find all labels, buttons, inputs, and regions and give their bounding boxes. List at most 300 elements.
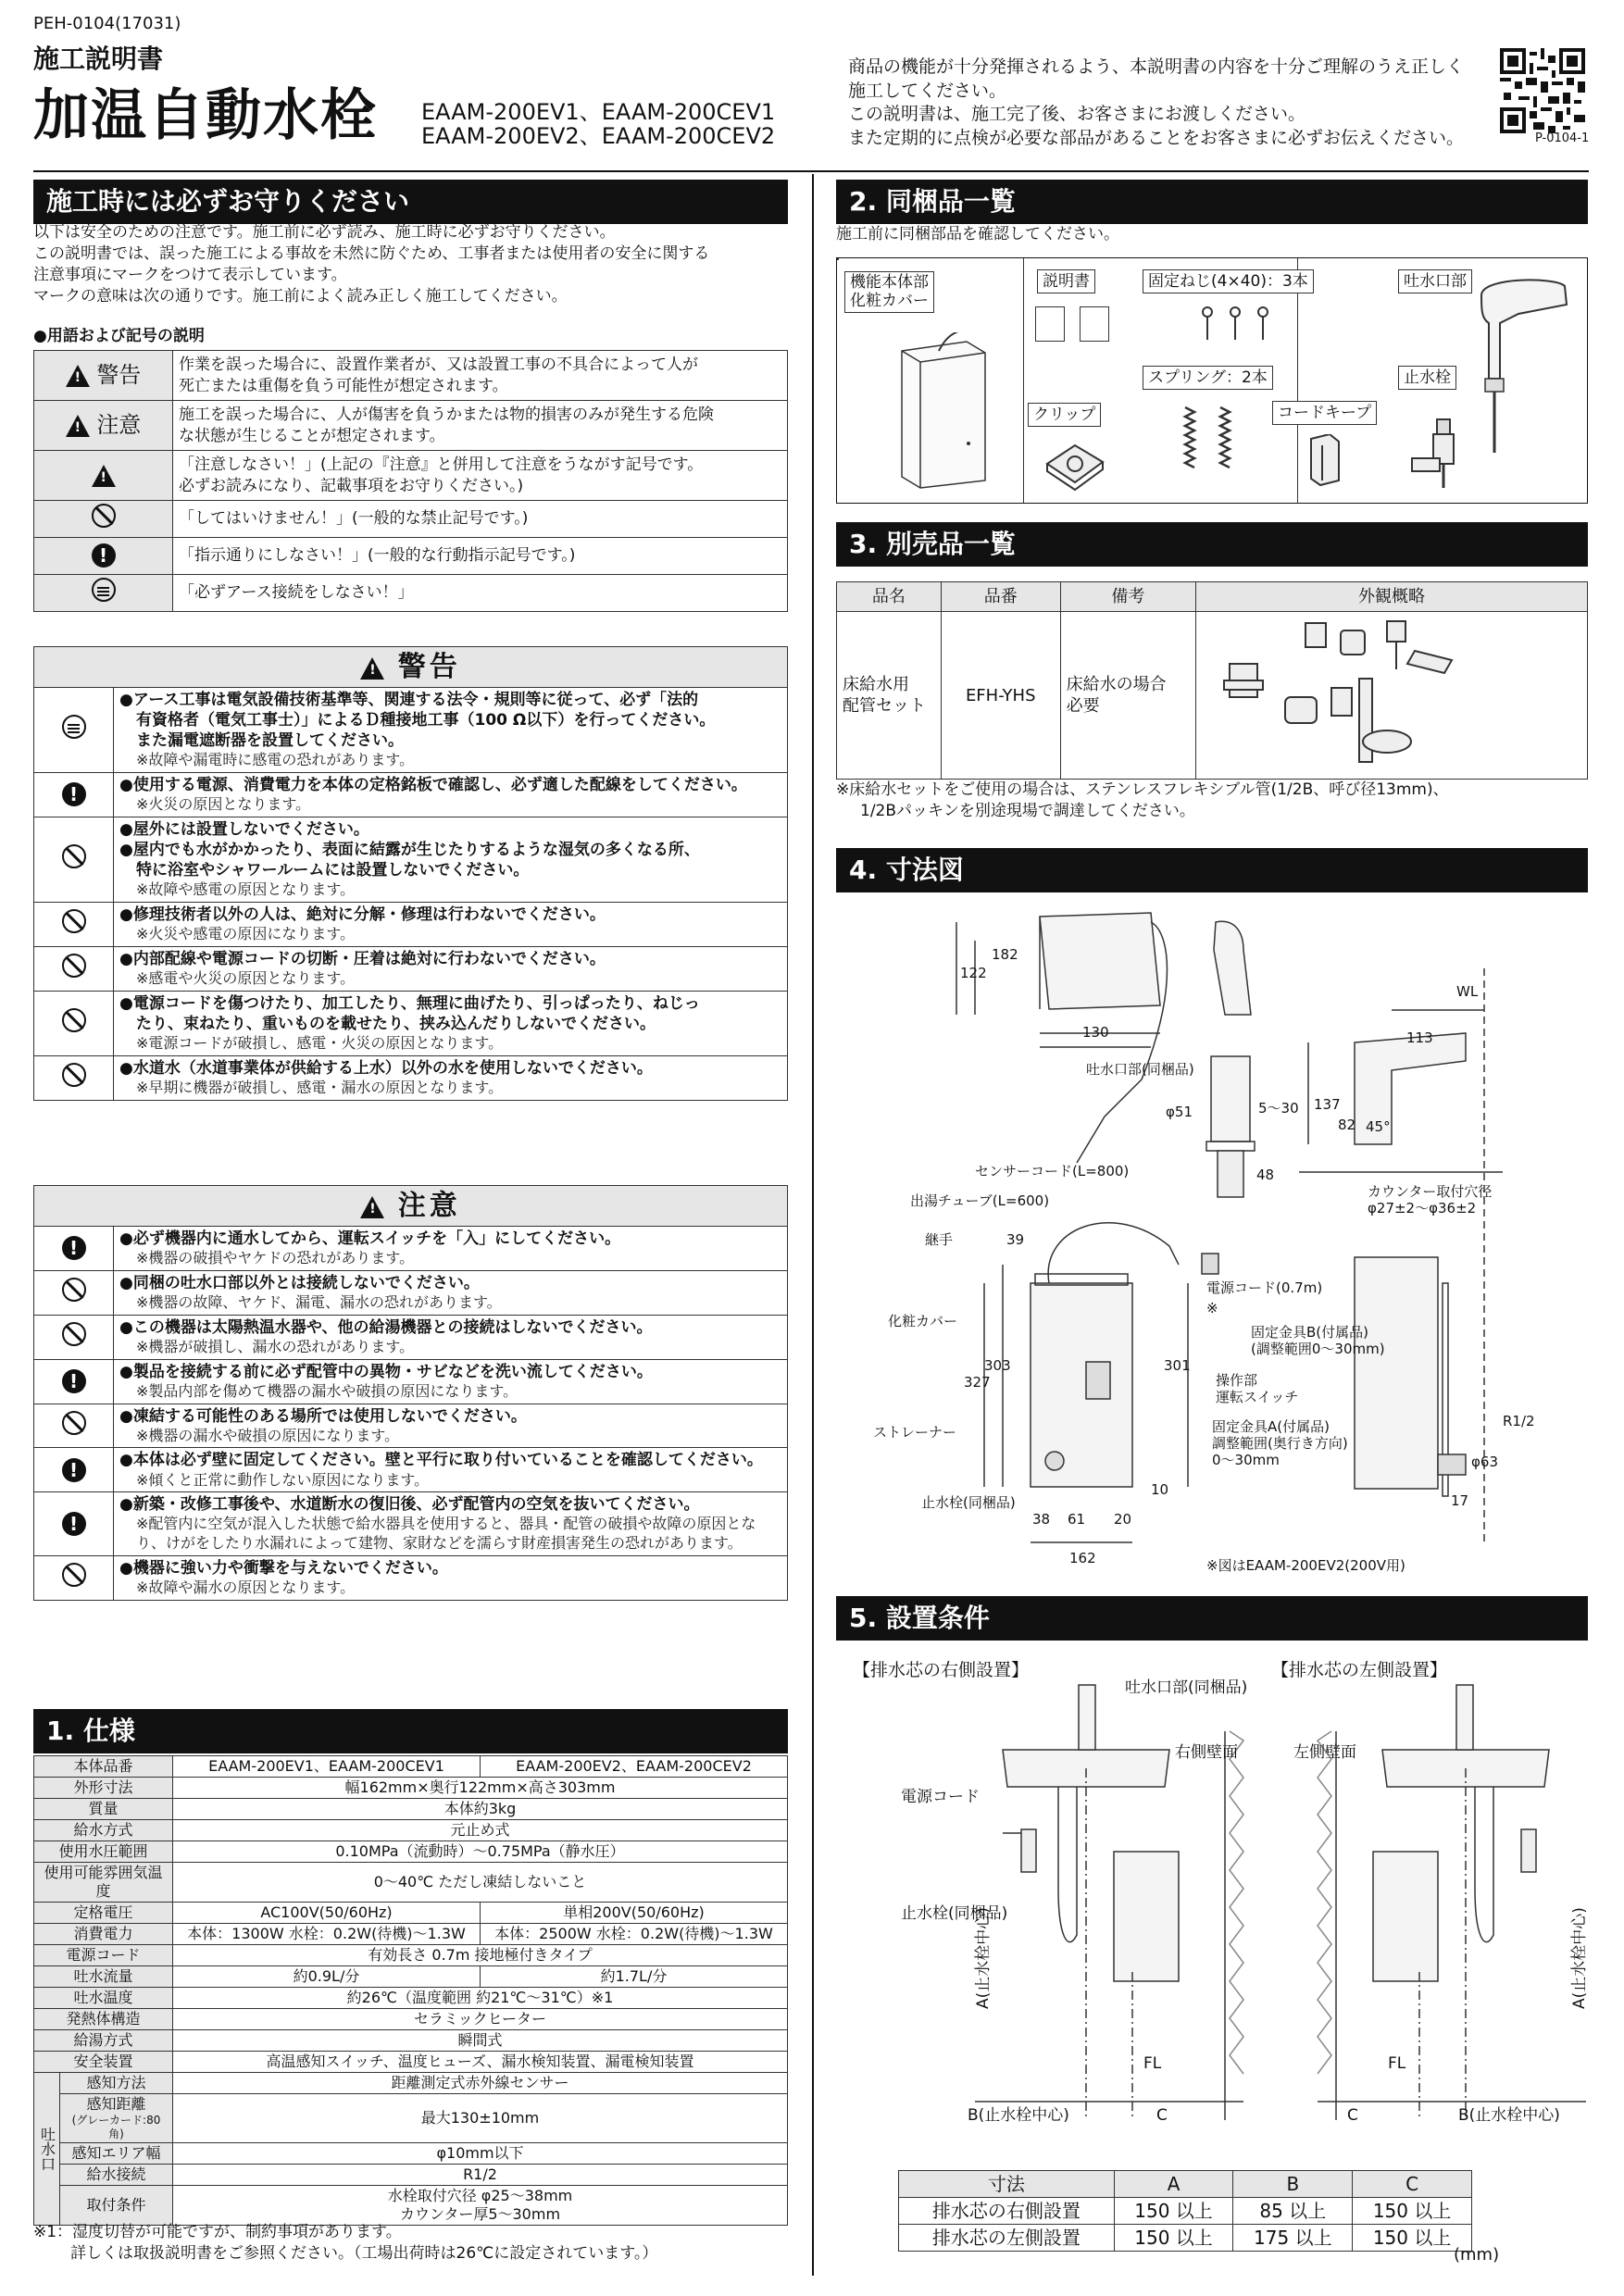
install-cell: 排水芯の左側設置 <box>899 2225 1115 2252</box>
spec-label: 使用可能雰囲気温度 <box>34 1863 173 1903</box>
dim-301: 301 <box>1164 1357 1191 1374</box>
caution-row <box>34 1270 788 1315</box>
warning-line: ●屋外には設置しないでください。 <box>119 819 369 839</box>
spec-value: AC100V(50/60Hz) <box>173 1903 481 1924</box>
dimensions-heading: 4. 寸法図 <box>836 848 1588 892</box>
dim-303: 303 <box>984 1357 1011 1374</box>
install-c-right: C <box>1156 2106 1168 2125</box>
caution-line: ●同梱の吐水口部以外とは接続しないでください。 <box>119 1273 480 1292</box>
install-valve: 止水栓(同梱品) <box>901 1904 1008 1923</box>
install-cell: 175 以上 <box>1233 2225 1353 2252</box>
dim-fix-a-2: 調整範囲(奥行き方向) <box>1212 1435 1348 1452</box>
warning-line: 特に浴室やシャワールームには設置しないでください。 <box>136 861 530 880</box>
options-header-code: 品番 <box>941 582 1060 612</box>
table-row <box>34 2094 788 2143</box>
spec-spout-group: 吐水口 <box>34 2073 60 2226</box>
caution-text-cell <box>114 1556 788 1601</box>
warning-text-cell <box>114 903 788 947</box>
warning-title <box>34 647 788 688</box>
qr-code-icon <box>1500 48 1585 133</box>
dim-fix-b <box>1251 1324 1385 1357</box>
table-row <box>34 1778 788 1799</box>
caution-symbol-cell <box>34 1448 114 1492</box>
table-row <box>34 2073 788 2094</box>
cord-keeper-icon <box>1302 434 1348 495</box>
dim-operation-2: 運転スイッチ <box>1216 1389 1299 1405</box>
intro-line-4: また定期的に点検が必要な部品があることをお客さまに必ずお伝えください。 <box>848 127 1465 148</box>
legend-warning-text <box>173 351 788 401</box>
legend-caution-symbol <box>34 401 173 451</box>
caution-title-text: 注意 <box>397 1190 461 1222</box>
spec-value <box>173 2094 788 2143</box>
table-row <box>34 1966 788 1988</box>
contents-box <box>836 257 1588 504</box>
warning-text-cell <box>114 1055 788 1100</box>
install-b-right: B(止水栓中心) <box>968 2106 1069 2125</box>
table-row <box>34 2165 788 2186</box>
legend-warning-label: 警告 <box>96 361 142 388</box>
options-header-name: 品名 <box>837 582 942 612</box>
spec-label <box>60 2186 173 2226</box>
legend-ban-symbol <box>34 501 173 538</box>
table-row <box>34 2052 788 2073</box>
safety-intro <box>33 222 788 307</box>
spec-value: 高温感知スイッチ、温度ヒューズ、漏水検知装置、漏電検知装置 <box>173 2052 788 2073</box>
options-appearance <box>1196 612 1588 780</box>
dim-spout-label: 吐水口部(同梱品) <box>1086 1061 1194 1078</box>
warning-symbol-cell <box>34 773 114 817</box>
install-cell: 85 以上 <box>1233 2198 1353 2225</box>
legend-earth-text: 「必ずアース接続をしなさい！」 <box>173 575 788 612</box>
dim-operation <box>1216 1372 1298 1405</box>
spec-value: 元止め式 <box>173 1820 788 1841</box>
table-row <box>34 2186 788 2226</box>
options-remark-2: 必要 <box>1066 696 1100 717</box>
spec-label-sub: (グレーカード:80角) <box>71 2114 161 2140</box>
page-title: 加温自動水栓 <box>33 83 378 148</box>
clip-icon <box>1043 436 1107 497</box>
instruction-icon: ! <box>62 1458 86 1482</box>
install-cell: 150 以上 <box>1114 2198 1233 2225</box>
options-remark-1: 床給水の場合 <box>1066 674 1167 694</box>
spec-label-text: 感知エリア幅 <box>71 2144 161 2162</box>
table-row <box>34 1820 788 1841</box>
install-a-left: A(止水栓中心) <box>974 1907 993 2009</box>
spec-value: 約1.7L/分 <box>481 1966 788 1988</box>
dim-fix-b-2: (調整範囲0～30mm) <box>1251 1341 1385 1357</box>
warning-text-cell <box>114 688 788 773</box>
spec-value-text: 最大130±10mm <box>420 2109 540 2127</box>
dim-113: 113 <box>1406 1029 1433 1046</box>
dim-cover: 化粧カバー <box>888 1313 958 1329</box>
spec-value-text: 距離測定式赤外線センサー <box>391 2074 569 2091</box>
legend-instruction-text: 「指示通りにしなさい！」(一般的な行動指示記号です。) <box>173 538 788 575</box>
warning-note: ※早期に機器が破損し、感電・漏水の原因となります。 <box>136 1078 504 1096</box>
dim-45: 45° <box>1366 1118 1391 1135</box>
warning-symbol-cell <box>34 817 114 902</box>
contents-spout-label: 吐水口部 <box>1398 269 1472 293</box>
warning-note: ※火災や感電の原因になります。 <box>136 925 356 943</box>
warning-line: ●水道水（水道事業体が供給する上水）以外の水を使用しないでください。 <box>119 1058 653 1078</box>
dim-162: 162 <box>1069 1550 1096 1566</box>
legend-earth-symbol <box>34 575 173 612</box>
dimension-drawing <box>836 894 1588 1579</box>
spec-value: 本体約3kg <box>173 1799 788 1820</box>
install-spout: 吐水口部(同梱品) <box>1125 1678 1248 1697</box>
legend-warning-symbol <box>34 351 173 401</box>
spec-heading: 1. 仕様 <box>33 1709 788 1753</box>
caution-note: ※機器の漏水や破損の原因になります。 <box>136 1426 400 1444</box>
caution-line: ●この機器は太陽熱温水器や、他の給湯機器との接続はしないでください。 <box>119 1317 653 1337</box>
warning-row <box>34 817 788 902</box>
dim-130: 130 <box>1082 1024 1109 1041</box>
earth-ground-icon <box>62 715 86 739</box>
spec-label: 消費電力 <box>34 1924 173 1945</box>
table-row <box>34 1924 788 1945</box>
spec-value: 瞬間式 <box>173 2030 788 2052</box>
dim-51: φ51 <box>1166 1104 1193 1120</box>
spec-notes <box>33 2222 788 2265</box>
prohibition-icon <box>62 1411 86 1435</box>
install-c-left: C <box>1347 2106 1358 2125</box>
safety-intro-2: この説明書では、誤った施工による事故を未然に防ぐため、工事者または使用者の安全に関する <box>33 243 710 263</box>
dim-39: 39 <box>1006 1231 1025 1248</box>
manual-sheet-icon <box>1080 306 1109 342</box>
legend-text: 必ずお読みになり、記載事項をお守りください。) <box>179 476 524 495</box>
caution-row <box>34 1404 788 1448</box>
legend-text: な状態が生じることが想定されます。 <box>179 426 445 445</box>
caution-note: ※傾くと正常に動作しない原因になります。 <box>136 1470 430 1489</box>
dim-137: 137 <box>1314 1096 1341 1113</box>
warning-line: ●屋内でも水がかかったり、表面に結露が生じたりするような湿気の多くなる所、 <box>119 841 700 860</box>
spec-note-1: ※1：湿度切替が可能ですが、制約事項があります。 <box>33 2223 402 2241</box>
dim-122: 122 <box>960 965 987 981</box>
spec-value-text: 水栓取付穴径 φ25～38mm <box>387 2187 573 2204</box>
contents-heading: 2. 同梱品一覧 <box>836 180 1588 224</box>
spec-value-text: φ10mm以下 <box>436 2144 524 2162</box>
options-heading: 3. 別売品一覧 <box>836 522 1588 567</box>
options-name-1: 床給水用 <box>843 674 909 694</box>
table-row <box>34 1799 788 1820</box>
warning-symbol-cell <box>34 991 114 1055</box>
install-cell: 排水芯の右側設置 <box>899 2198 1115 2225</box>
options-note-1: ※床給水セットをご使用の場合は、ステンレスフレキシブル管(1/2B、呼び径13mm)、 <box>836 780 1449 799</box>
prohibition-icon <box>62 909 86 933</box>
instruction-icon: ! <box>92 543 116 568</box>
dim-fix-a-3: 0～30mm <box>1212 1452 1280 1468</box>
valve-icon <box>1407 416 1481 495</box>
spring-icon <box>1176 403 1250 482</box>
prohibition-icon <box>62 844 86 868</box>
install-th-dim: 寸法 <box>899 2171 1115 2198</box>
spec-label: 電源コード <box>34 1945 173 1966</box>
warning-note: ※感電や火災の原因となります。 <box>136 969 356 988</box>
caution-text-cell <box>114 1270 788 1315</box>
warning-row <box>34 991 788 1055</box>
warning-table <box>33 646 788 1101</box>
caution-note: ※製品内部を傷めて機器の漏水や破損の原因になります。 <box>136 1381 518 1400</box>
table-row <box>34 1903 788 1924</box>
dim-wl: WL <box>1456 983 1479 1000</box>
caution-row <box>34 1492 788 1556</box>
spec-model-a: EAAM-200EV1、EAAM-200CEV1 <box>173 1756 481 1778</box>
table-row <box>34 1863 788 1903</box>
caution-text-cell <box>114 1448 788 1492</box>
legend-text: 施工を誤った場合に、人が傷害を負うかまたは物的損害のみが発生する危険 <box>179 406 714 425</box>
spec-label <box>60 2073 173 2094</box>
caution-symbol-cell <box>34 1227 114 1271</box>
warning-note: ※火災の原因となります。 <box>136 795 311 814</box>
install-heading: 5. 設置条件 <box>836 1596 1588 1641</box>
warning-text-cell <box>114 817 788 902</box>
doc-code: PEH-0104(17031) <box>33 14 181 33</box>
caution-title <box>34 1186 788 1227</box>
caution-line: ●必ず機器内に通水してから、運転スイッチを「入」にしてください。 <box>119 1229 621 1248</box>
dim-power: 電源コード(0.7m) <box>1206 1279 1323 1296</box>
attention-triangle-icon <box>92 465 116 487</box>
dim-63: φ63 <box>1471 1454 1498 1470</box>
spec-value: セラミックヒーター <box>173 2009 788 2030</box>
caution-line: ●新築・改修工事後や、水道断水の復旧後、必ず配管内の空気を抜いてください。 <box>119 1495 700 1515</box>
intro-line-3: この説明書は、施工完了後、お客さまにお渡しください。 <box>848 104 1306 125</box>
install-th-b: B <box>1233 2171 1353 2198</box>
caution-row <box>34 1359 788 1404</box>
dim-48: 48 <box>1256 1167 1275 1183</box>
spec-value: 約0.9L/分 <box>173 1966 481 1988</box>
caution-symbol-cell <box>34 1492 114 1556</box>
dim-hole-2: φ27±2～φ36±2 <box>1368 1200 1477 1217</box>
caution-text-cell <box>114 1315 788 1359</box>
dim-82: 82 <box>1338 1117 1356 1133</box>
manual-sheet-icon <box>1035 306 1065 342</box>
spec-model-b: EAAM-200EV2、EAAM-200CEV2 <box>481 1756 788 1778</box>
dim-10: 10 <box>1151 1481 1169 1498</box>
spec-value: 約26℃（温度範囲 約21℃～31℃）※1 <box>173 1988 788 2009</box>
contents-screw-label: 固定ねじ(4×40)：3本 <box>1143 269 1314 293</box>
spec-value: 本体：2500W 水栓：0.2W(待機)～1.3W <box>481 1924 788 1945</box>
header-rule <box>33 170 1589 172</box>
options-table <box>836 581 1588 780</box>
install-unit: (mm) <box>1454 2245 1500 2265</box>
warning-triangle-icon <box>360 1196 384 1218</box>
warning-line: ●アース工事は電気設備技術基準等、関連する法令・規則等に従って、必ず「法的 <box>119 691 699 709</box>
caution-table <box>33 1185 788 1601</box>
legend-text: 作業を誤った場合に、設置作業者が、又は設置工事の不具合によって人が <box>179 356 698 375</box>
install-fl-left: FL <box>1388 2054 1406 2073</box>
qr-code-label: P-0104-1 <box>1535 131 1590 145</box>
spec-label: 使用水圧範囲 <box>34 1841 173 1863</box>
spec-label-text: 給水接続 <box>86 2165 146 2183</box>
legend-title: ●用語および記号の説明 <box>33 327 205 345</box>
spec-value <box>173 2143 788 2165</box>
spec-label: 吐水温度 <box>34 1988 173 2009</box>
contents-clip-label: クリップ <box>1028 403 1101 427</box>
caution-line: ●製品を接続する前に必ず配管中の異物・サビなどを洗い流してください。 <box>119 1362 653 1381</box>
prohibition-icon <box>92 504 116 528</box>
dim-327: 327 <box>964 1374 991 1391</box>
dim-strainer: ストレーナー <box>873 1424 957 1441</box>
table-row <box>34 1841 788 1863</box>
caution-row <box>34 1315 788 1359</box>
table-row <box>34 1988 788 2009</box>
spec-label <box>60 2143 173 2165</box>
caution-note: ※機器の破損やヤケドの恐れがあります。 <box>136 1249 415 1267</box>
earth-ground-icon <box>92 578 116 602</box>
warning-line: たり、束ねたり、重いものを載せたり、挟み込んだりしないでください。 <box>136 1014 656 1033</box>
dim-hole <box>1368 1183 1492 1217</box>
dim-sensor: センサーコード(L=800) <box>975 1163 1130 1179</box>
spec-note-2: 詳しくは取扱説明書をご参照ください。（工場出荷時は26℃に設定されています。） <box>70 2243 658 2263</box>
prohibition-icon <box>62 1063 86 1087</box>
table-row <box>34 2009 788 2030</box>
install-th-a: A <box>1114 2171 1233 2198</box>
instruction-icon: ! <box>62 782 86 806</box>
legend-caution-label: 注意 <box>96 411 142 438</box>
spec-value: 本体：1300W 水栓：0.2W(待機)～1.3W <box>173 1924 481 1945</box>
doc-type: 施工説明書 <box>33 44 164 74</box>
table-row <box>899 2198 1472 2225</box>
contents-cord-keeper-label: コードキープ <box>1272 401 1377 425</box>
install-th-c: C <box>1353 2171 1472 2198</box>
warning-symbol-cell <box>34 946 114 991</box>
spec-model-label: 本体品番 <box>34 1756 173 1778</box>
warning-line: ●使用する電源、消費電力を本体の定格銘板で確認し、必ず適した配線をしてください。 <box>119 776 747 795</box>
install-fl-right: FL <box>1143 2054 1162 2073</box>
warning-note: ※故障や感電の原因となります。 <box>136 880 356 899</box>
spec-value: 0～40℃ ただし凍結しないこと <box>173 1863 788 1903</box>
caution-symbol-cell <box>34 1270 114 1315</box>
legend-attention-symbol <box>34 451 173 501</box>
options-header-appearance: 外観概略 <box>1196 582 1588 612</box>
contents-spring-label: スプリング：2本 <box>1143 366 1273 390</box>
warning-row <box>34 903 788 947</box>
warning-note: ※電源コードが破損し、感電・火災の原因となります。 <box>136 1034 504 1053</box>
warning-triangle-icon <box>360 657 384 680</box>
dim-61: 61 <box>1068 1511 1086 1528</box>
table-row <box>34 2030 788 2052</box>
caution-line: ●凍結する可能性のある場所では使用しないでください。 <box>119 1406 527 1426</box>
install-cell: 150 以上 <box>1353 2198 1472 2225</box>
install-left-wall: 左側壁面 <box>1293 1743 1356 1762</box>
legend-caution-text <box>173 401 788 451</box>
options-code: EFH-YHS <box>941 612 1060 780</box>
spec-value <box>173 2165 788 2186</box>
install-right-title: 【排水芯の右側設置】 <box>853 1660 1030 1680</box>
legend-text: 「注意しなさい！」(上記の『注意』と併用して注意をうながす記号です。 <box>179 455 704 475</box>
spec-label <box>60 2165 173 2186</box>
column-divider <box>812 174 814 2276</box>
warning-symbol-cell <box>34 903 114 947</box>
dim-38: 38 <box>1032 1511 1051 1528</box>
unit-body-icon <box>883 332 994 495</box>
caution-note: ※機器の故障、ヤケド、漏電、漏水の恐れがあります。 <box>136 1292 502 1311</box>
dim-r12: R1/2 <box>1503 1413 1535 1429</box>
spec-label: 発熱体構造 <box>34 2009 173 2030</box>
instruction-icon: ! <box>62 1369 86 1393</box>
contents-sub: 施工前に同梱部品を確認してください。 <box>836 225 1119 243</box>
dim-fix-a <box>1212 1418 1348 1468</box>
spec-value: 単相200V(50/60Hz) <box>481 1903 788 1924</box>
options-header-remark: 備考 <box>1060 582 1195 612</box>
install-drawing <box>836 1657 1588 2157</box>
spec-value <box>173 2073 788 2094</box>
legend-instruction-symbol <box>34 538 173 575</box>
install-right-wall: 右側壁面 <box>1175 1743 1238 1762</box>
install-a-right: A(止水栓中心) <box>1570 1907 1589 2009</box>
intro-line-1: 商品の機能が十分発揮されるよう、本説明書の内容を十分ご理解のうえ正しく <box>848 56 1465 77</box>
caution-note: ※機器が破損し、漏水の恐れがあります。 <box>136 1337 415 1355</box>
warning-row <box>34 1055 788 1100</box>
safety-heading: 施工時には必ずお守りください <box>33 180 788 224</box>
spacer <box>837 258 839 260</box>
warning-line: ●修理技術者以外の人は、絶対に分解・修理は行わないでください。 <box>119 905 606 925</box>
spec-label: 給水方式 <box>34 1820 173 1841</box>
dim-20: 20 <box>1114 1511 1132 1528</box>
install-cell: 150 以上 <box>1353 2225 1472 2252</box>
caution-line: ●本体は必ず壁に固定してください。壁と平行に取り付いていることを確認してください。 <box>119 1451 763 1470</box>
table-row <box>899 2225 1472 2252</box>
options-remark <box>1060 612 1195 780</box>
spec-label <box>60 2094 173 2143</box>
dim-fix-a-1: 固定金具A(付属品) <box>1212 1418 1330 1435</box>
options-name <box>837 612 942 780</box>
model-line-1: EAAM-200EV1、EAAM-200CEV1 <box>421 99 776 125</box>
contents-valve-label: 止水栓 <box>1398 366 1456 390</box>
caution-symbol-cell <box>34 1359 114 1404</box>
dim-valve: 止水栓(同梱品) <box>921 1494 1016 1511</box>
dim-5-30: 5～30 <box>1258 1100 1299 1117</box>
caution-text-cell <box>114 1359 788 1404</box>
options-note-2: 1/2Bパッキンを別途現場で調達してください。 <box>860 801 1195 820</box>
install-cell: 150 以上 <box>1114 2225 1233 2252</box>
safety-intro-4: マークの意味は次の通りです。施工前によく読み正しく施工してください。 <box>33 286 568 306</box>
warning-note: ※故障や漏電時に感電の恐れがあります。 <box>136 751 415 769</box>
piping-set-icon <box>1202 614 1581 771</box>
intro-line-2: 施工してください。 <box>848 80 1007 101</box>
caution-symbol-cell <box>34 1404 114 1448</box>
spec-label: 外形寸法 <box>34 1778 173 1799</box>
install-left-title: 【排水芯の左側設置】 <box>1271 1660 1448 1680</box>
warning-symbol-cell <box>34 688 114 773</box>
spec-value: 0.10MPa（流動時）～0.75MPa（静水圧） <box>173 1841 788 1863</box>
contents-cover-text: 化粧カバー <box>850 292 929 311</box>
intro-text <box>848 56 1487 151</box>
screw-icon <box>1198 306 1281 349</box>
prohibition-icon <box>62 1322 86 1346</box>
dim-tube: 出湯チューブ(L=600) <box>910 1192 1050 1209</box>
spec-value-text: R1/2 <box>463 2165 497 2183</box>
caution-symbol-cell <box>34 1315 114 1359</box>
dim-joint: 継手 <box>925 1231 954 1248</box>
spec-label: 質量 <box>34 1799 173 1820</box>
install-b-left: B(止水栓中心) <box>1458 2106 1560 2125</box>
instruction-icon: ! <box>62 1236 86 1260</box>
caution-note: ※配管内に空気が混入した状態で給水器具を使用すると、器具・配管の破損や故障の原因となり、けがをしたり水漏れによって建物、家財などを濡らす財産損害発生の恐れがあります。 <box>136 1515 756 1553</box>
caution-note: ※故障や漏水の原因となります。 <box>136 1578 356 1597</box>
warning-row <box>34 773 788 817</box>
dim-17: 17 <box>1451 1492 1469 1509</box>
warning-line: ●電源コードを傷つけたり、加工したり、無理に曲げたり、引っぱったり、ねじっ <box>119 993 700 1013</box>
table-row <box>34 2143 788 2165</box>
instruction-icon: ! <box>62 1512 86 1536</box>
spec-label: 給湯方式 <box>34 2030 173 2052</box>
contents-body-label <box>844 271 934 313</box>
dim-operation-1: 操作部 <box>1216 1372 1258 1389</box>
warning-text-cell <box>114 773 788 817</box>
safety-intro-3: 注意事項にマークをつけて表示しています。 <box>33 265 347 284</box>
caution-text-cell <box>114 1404 788 1448</box>
spec-label: 定格電圧 <box>34 1903 173 1924</box>
